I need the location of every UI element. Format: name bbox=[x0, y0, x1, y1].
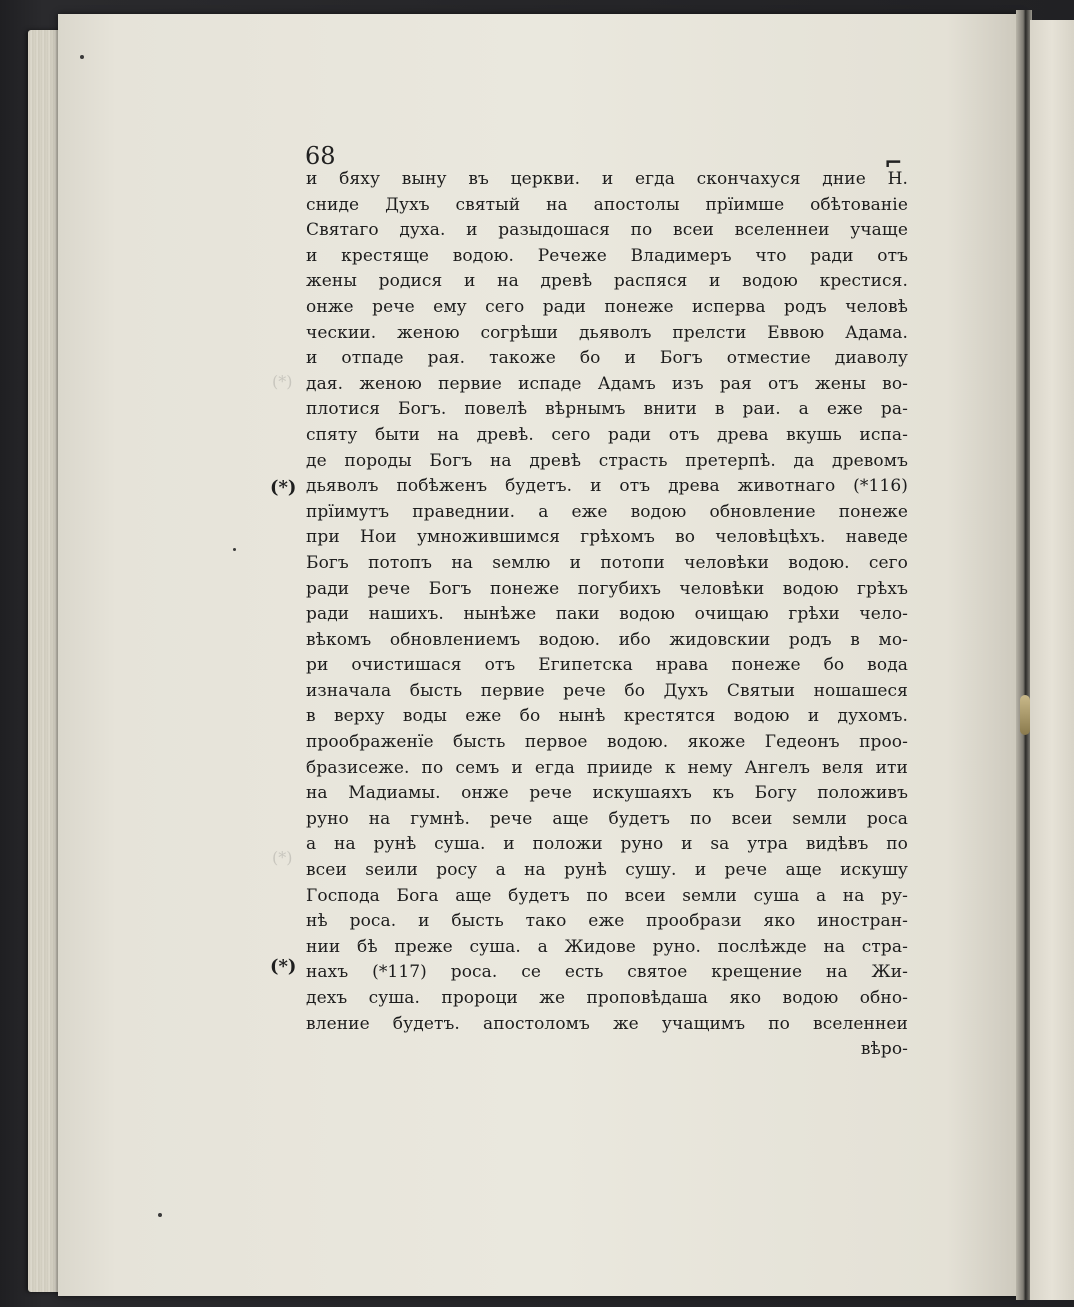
text-line: онже рече ему сего ради понеже испервa родъ человѣ bbox=[306, 296, 908, 317]
paper-speck bbox=[80, 55, 84, 59]
text-line: и крестяще водою. Речеже Владимеръ что ради отъ bbox=[306, 245, 908, 266]
text-line: нии бѣ преже суша. а Жидове руно. послѣжде на стра- bbox=[306, 936, 908, 957]
show-through-mark: (*) bbox=[272, 848, 293, 867]
text-line: ческии. женою согрѣши дьяволъ прелсти Еввою Адама. bbox=[306, 322, 908, 343]
text-line: на Мадиамы. онже рече искушаяхъ къ Богу положивъ bbox=[306, 783, 908, 804]
facing-page-edge bbox=[1030, 20, 1074, 1300]
text-line: дехъ суша. пророци же проповѣдаша яко водою обно- bbox=[306, 988, 908, 1008]
text-line: ри очистишася отъ Египетска нрава понеже бо вода bbox=[306, 655, 908, 676]
text-line: ради нашихъ. нынѣже паки водою очищаю грѣхи чело- bbox=[306, 604, 908, 625]
text-line: дьяволъ побѣженъ будетъ. и отъ древа животнаго (*116) bbox=[306, 476, 908, 497]
text-line: ради рече Богъ понеже погубихъ человѣки водою грѣхъ bbox=[306, 578, 908, 599]
text-line: спяту быти на древѣ. сего ради отъ древа вкушь испа- bbox=[306, 424, 908, 445]
text-line: а на рунѣ суша. и положи руно и ѕа утра видѣвъ по bbox=[306, 834, 908, 855]
page-number: 68 bbox=[305, 142, 336, 170]
text-line: жены родися и на древѣ распяся и водою крестися. bbox=[306, 271, 908, 292]
text-line: вление будетъ. апостоломъ же учащимъ по вселеннеи bbox=[306, 1013, 908, 1034]
text-line: Святаго духа. и разыдошася по всеи вселеннеи учаще bbox=[306, 220, 908, 241]
text-line: дая. женою первие испаде Адамъ изъ рая отъ жены во- bbox=[306, 373, 908, 394]
text-line: Богъ потопъ на ѕемлю и потопи человѣки водою. сего bbox=[306, 552, 908, 573]
text-line: бразисеже. по семъ и егда прииде к нему Ангелъ веля ити bbox=[306, 757, 908, 778]
corner-mark: ⌐ bbox=[884, 150, 903, 176]
text-line: плотися Богъ. повелѣ вѣрнымъ внити в раи. а еже ра- bbox=[306, 399, 908, 420]
text-line: сниде Духъ святый на апостолы прїимше обѣтованiе bbox=[306, 194, 908, 215]
text-line: нахъ (*117) роса. се есть святое крещение на Жи- bbox=[306, 962, 908, 983]
paper-speck bbox=[158, 1213, 162, 1217]
margin-note-117: (*) bbox=[270, 956, 297, 977]
binding-thread bbox=[1020, 695, 1030, 735]
text-line: прїимутъ праведнии. а еже водою обновление понеже bbox=[306, 501, 908, 522]
catchword: вѣро- bbox=[860, 1039, 908, 1060]
text-line: проображенїе бысть первое водою. якоже Гедеонъ проо- bbox=[306, 732, 908, 753]
show-through-mark: (*) bbox=[272, 372, 293, 391]
body-text bbox=[306, 167, 908, 1063]
text-line: изначала бысть первие рече бо Духъ Святыи ношашеся bbox=[306, 680, 908, 701]
text-line: и отпаде рая. такоже бо и Богъ отместие диаволу bbox=[306, 348, 908, 369]
text-line: нѣ роса. и бысть тако еже прообрази яко иностран- bbox=[306, 911, 908, 932]
paper-speck bbox=[233, 548, 236, 551]
text-line: всеи ѕеили росу а на рунѣ сушу. и рече аще искушу bbox=[306, 860, 908, 881]
text-line: при Нои умножившимся грѣхомъ во человѣцѣхъ. наведе bbox=[306, 527, 908, 548]
text-line: руно на гумнѣ. рече аще будетъ по всеи ѕемли роса bbox=[306, 808, 908, 829]
text-line: де породы Богъ на древѣ страсть претерпѣ. да древомъ bbox=[306, 450, 908, 471]
text-line: в верху воды еже бо нынѣ крестятся водою и духомъ. bbox=[306, 706, 908, 727]
text-line: вѣкомъ обновлениемъ водою. ибо жидовскии родъ в мо- bbox=[306, 629, 908, 650]
margin-note-116: (*) bbox=[270, 477, 297, 498]
text-line: Господа Бога аще будетъ по всеи ѕемли суша а на ру- bbox=[306, 885, 908, 906]
text-line: и бяху выну въ церкви. и егда скончахуся дние Н. bbox=[306, 169, 908, 189]
